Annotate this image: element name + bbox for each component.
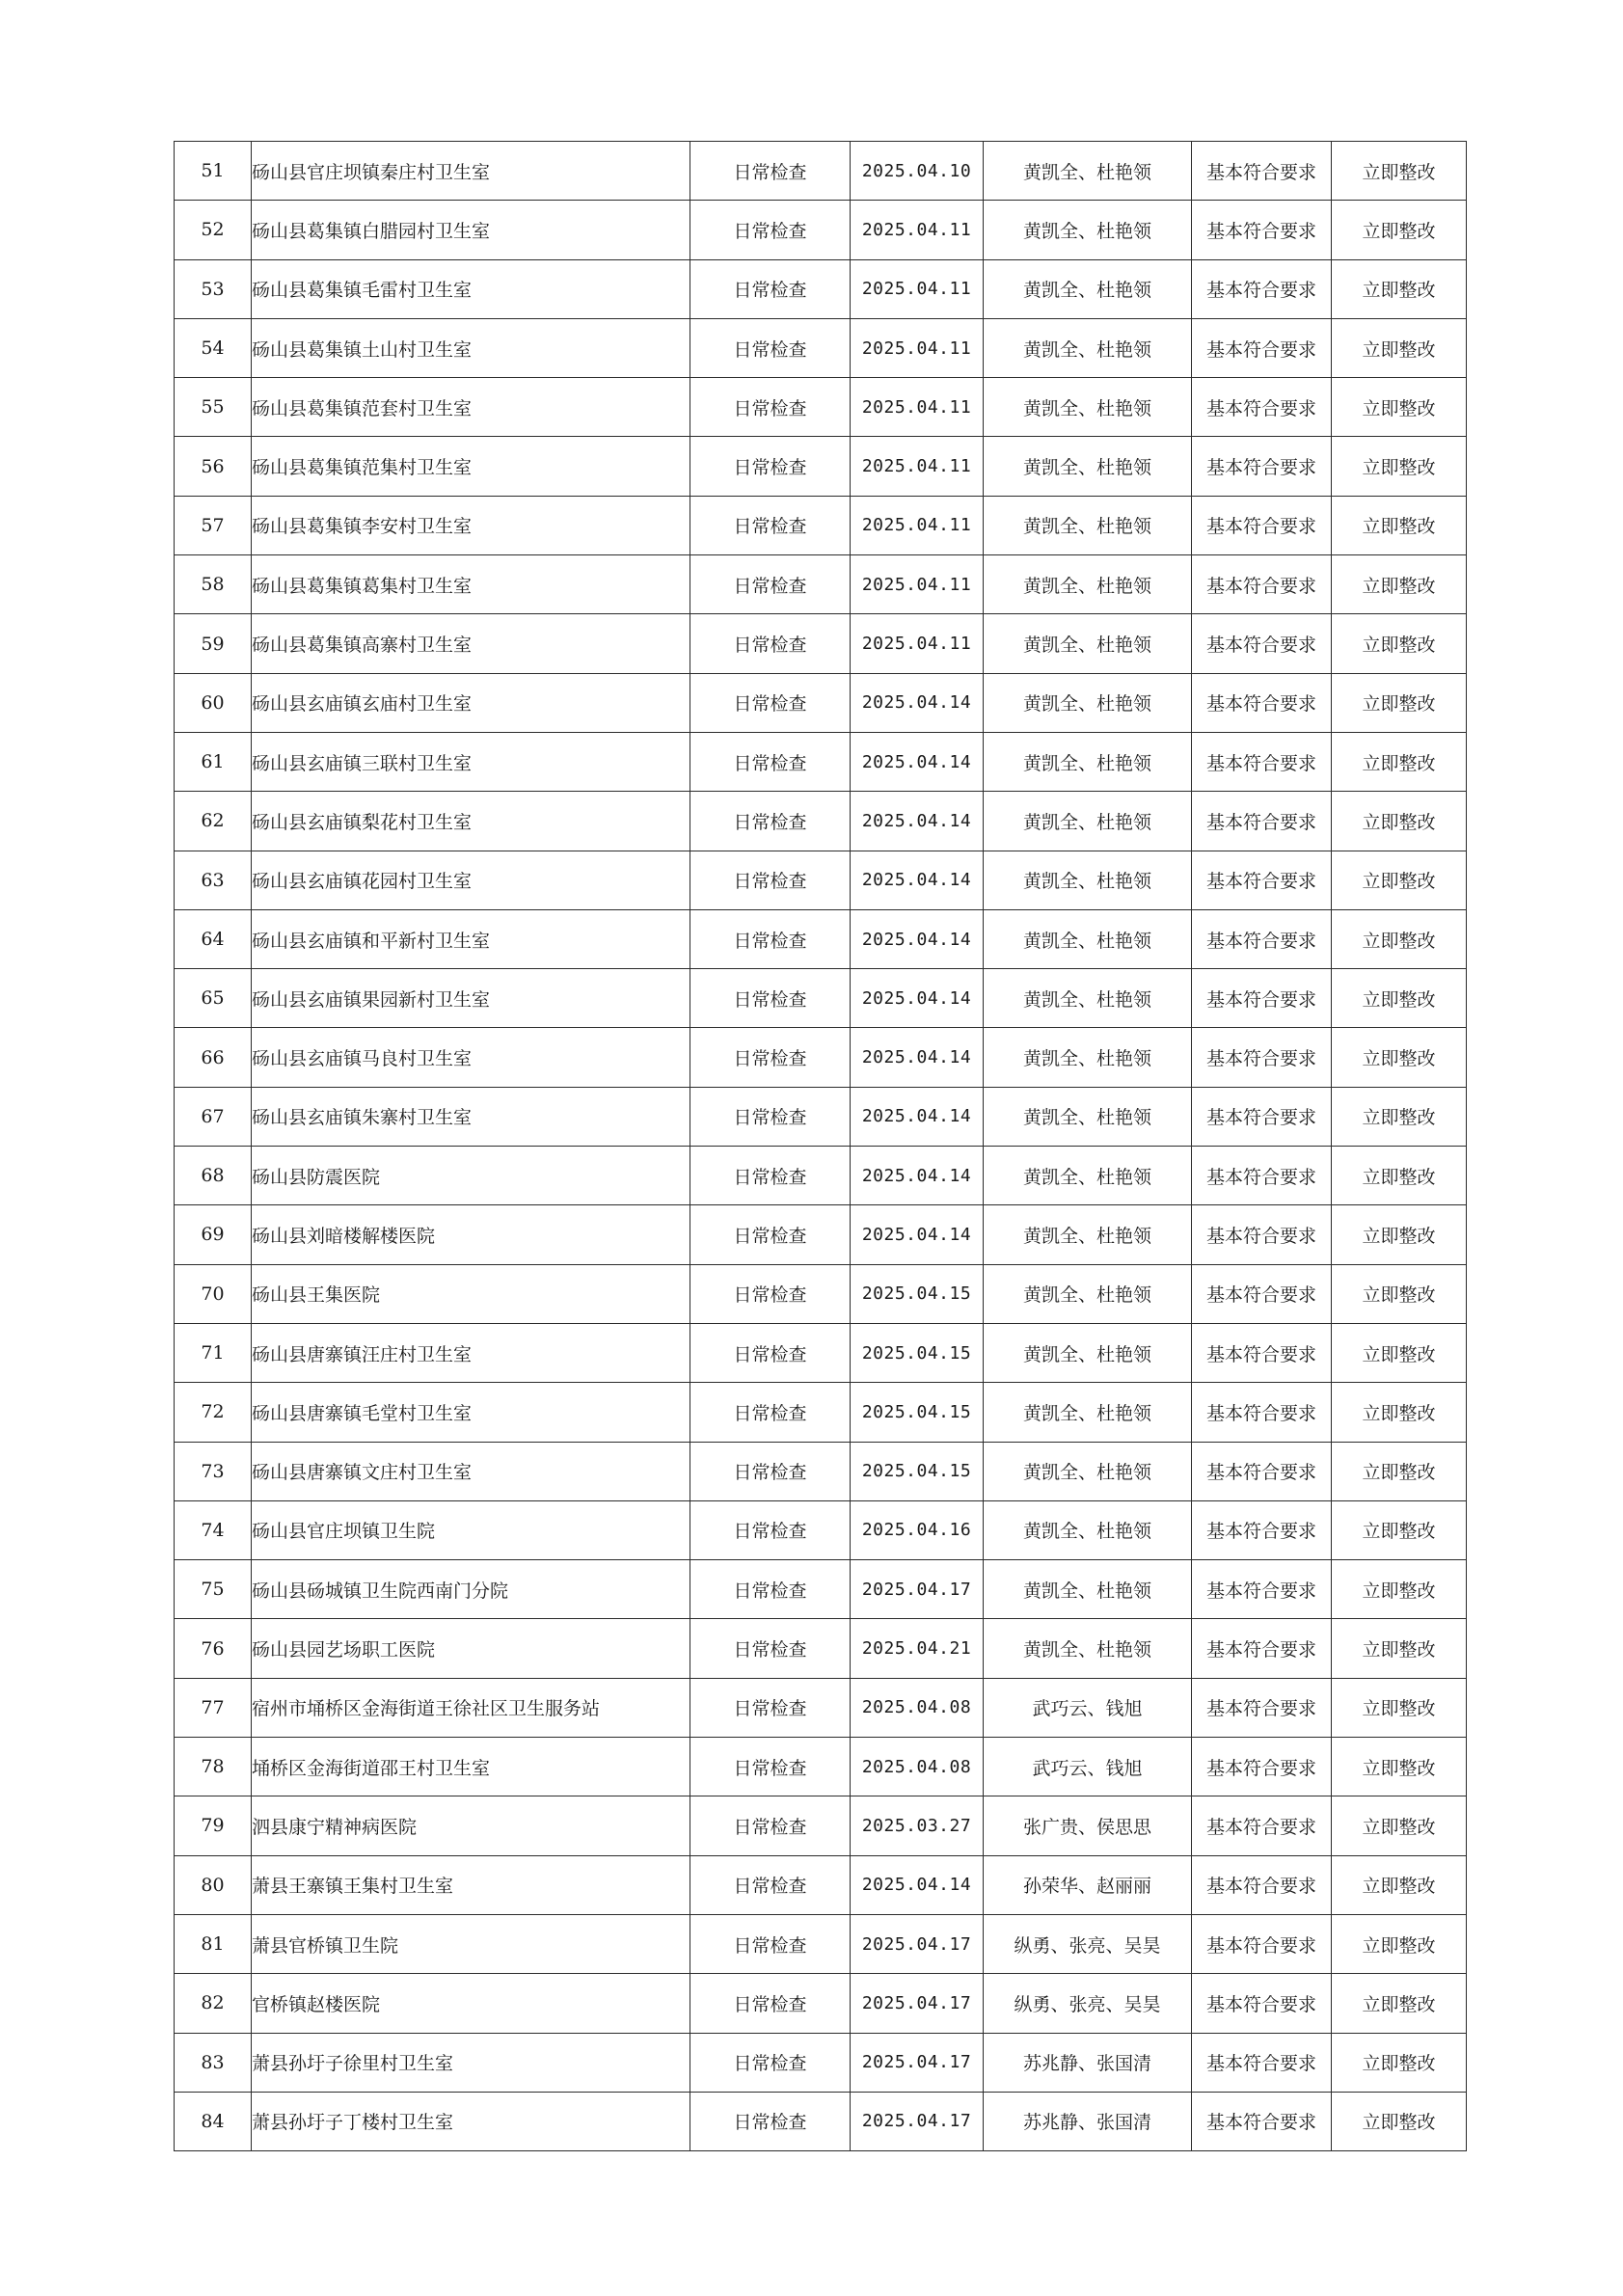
handling-action-cell: 立即整改 — [1332, 1442, 1467, 1500]
handling-action-cell: 立即整改 — [1332, 1383, 1467, 1442]
table-row — [175, 1147, 1467, 1205]
inspection-date-cell: 2025.04.15 — [851, 1264, 984, 1323]
inspection-result-cell: 基本符合要求 — [1192, 1855, 1332, 1914]
inspection-date-cell: 2025.04.14 — [851, 1147, 984, 1205]
handling-action-cell: 立即整改 — [1332, 792, 1467, 851]
inspection-type-cell: 日常检查 — [690, 555, 851, 614]
row-number-cell: 60 — [175, 673, 252, 732]
table-row — [175, 1383, 1467, 1442]
inspection-type-cell: 日常检查 — [690, 318, 851, 377]
inspection-type-cell: 日常检查 — [690, 851, 851, 909]
table-row — [175, 1087, 1467, 1146]
inspection-date-cell: 2025.04.11 — [851, 614, 984, 673]
inspection-type-cell: 日常检查 — [690, 1560, 851, 1619]
row-number-cell: 55 — [175, 378, 252, 437]
table-row — [175, 1974, 1467, 2033]
institution-name-cell: 砀山县玄庙镇梨花村卫生室 — [252, 792, 690, 851]
institution-name-cell: 砀山县玄庙镇和平新村卫生室 — [252, 909, 690, 968]
inspection-date-cell: 2025.04.11 — [851, 437, 984, 496]
row-number-cell: 83 — [175, 2033, 252, 2092]
inspection-result-cell: 基本符合要求 — [1192, 1028, 1332, 1087]
row-number-cell: 70 — [175, 1264, 252, 1323]
inspectors-cell: 黄凯全、杜艳领 — [984, 142, 1192, 201]
inspection-type-cell: 日常检查 — [690, 909, 851, 968]
inspectors-cell: 黄凯全、杜艳领 — [984, 496, 1192, 554]
inspection-type-cell: 日常检查 — [690, 2092, 851, 2150]
inspectors-cell: 黄凯全、杜艳领 — [984, 378, 1192, 437]
handling-action-cell: 立即整改 — [1332, 1855, 1467, 1914]
handling-action-cell: 立即整改 — [1332, 614, 1467, 673]
institution-name-cell: 砀山县葛集镇毛雷村卫生室 — [252, 259, 690, 318]
table-row — [175, 1500, 1467, 1559]
institution-name-cell: 砀山县刘暗楼解楼医院 — [252, 1205, 690, 1264]
institution-name-cell: 砀山县玄庙镇花园村卫生室 — [252, 851, 690, 909]
inspection-date-cell: 2025.04.11 — [851, 496, 984, 554]
row-number-cell: 74 — [175, 1500, 252, 1559]
institution-name-cell: 砀山县砀城镇卫生院西南门分院 — [252, 1560, 690, 1619]
inspection-date-cell: 2025.04.14 — [851, 969, 984, 1028]
inspection-result-cell: 基本符合要求 — [1192, 1264, 1332, 1323]
inspectors-cell: 黄凯全、杜艳领 — [984, 1147, 1192, 1205]
table-row — [175, 1323, 1467, 1382]
handling-action-cell: 立即整改 — [1332, 732, 1467, 791]
inspectors-cell: 黄凯全、杜艳领 — [984, 732, 1192, 791]
inspectors-cell: 孙荣华、赵丽丽 — [984, 1855, 1192, 1914]
table-row — [175, 792, 1467, 851]
inspection-type-cell: 日常检查 — [690, 1974, 851, 2033]
inspection-date-cell: 2025.04.15 — [851, 1383, 984, 1442]
inspectors-cell: 武巧云、钱旭 — [984, 1678, 1192, 1737]
table-row — [175, 1738, 1467, 1796]
inspectors-cell: 黄凯全、杜艳领 — [984, 318, 1192, 377]
table-row — [175, 1796, 1467, 1855]
row-number-cell: 80 — [175, 1855, 252, 1914]
inspection-type-cell: 日常检查 — [690, 1323, 851, 1382]
institution-name-cell: 萧县孙圩子徐里村卫生室 — [252, 2033, 690, 2092]
inspection-date-cell: 2025.04.08 — [851, 1678, 984, 1737]
inspection-result-cell: 基本符合要求 — [1192, 496, 1332, 554]
inspectors-cell: 黄凯全、杜艳领 — [984, 259, 1192, 318]
institution-name-cell: 砀山县唐寨镇汪庄村卫生室 — [252, 1323, 690, 1382]
handling-action-cell: 立即整改 — [1332, 1147, 1467, 1205]
inspection-date-cell: 2025.04.16 — [851, 1500, 984, 1559]
inspection-result-cell: 基本符合要求 — [1192, 909, 1332, 968]
handling-action-cell: 立即整改 — [1332, 1796, 1467, 1855]
inspection-result-cell: 基本符合要求 — [1192, 1560, 1332, 1619]
handling-action-cell: 立即整改 — [1332, 673, 1467, 732]
inspection-result-cell: 基本符合要求 — [1192, 1974, 1332, 2033]
table-row — [175, 1619, 1467, 1678]
institution-name-cell: 砀山县葛集镇范集村卫生室 — [252, 437, 690, 496]
inspection-date-cell: 2025.04.11 — [851, 259, 984, 318]
institution-name-cell: 宿州市埇桥区金海街道王徐社区卫生服务站 — [252, 1678, 690, 1737]
handling-action-cell: 立即整改 — [1332, 142, 1467, 201]
inspectors-cell: 纵勇、张亮、吴昊 — [984, 1914, 1192, 1973]
inspection-type-cell: 日常检查 — [690, 1738, 851, 1796]
row-number-cell: 73 — [175, 1442, 252, 1500]
handling-action-cell: 立即整改 — [1332, 1264, 1467, 1323]
inspection-date-cell: 2025.04.11 — [851, 555, 984, 614]
inspection-result-cell: 基本符合要求 — [1192, 318, 1332, 377]
inspection-result-cell: 基本符合要求 — [1192, 1796, 1332, 1855]
row-number-cell: 51 — [175, 142, 252, 201]
inspection-date-cell: 2025.04.14 — [851, 909, 984, 968]
inspection-date-cell: 2025.04.08 — [851, 1738, 984, 1796]
row-number-cell: 82 — [175, 1974, 252, 2033]
row-number-cell: 71 — [175, 1323, 252, 1382]
table-row — [175, 496, 1467, 554]
inspection-type-cell: 日常检查 — [690, 437, 851, 496]
inspection-result-cell: 基本符合要求 — [1192, 792, 1332, 851]
institution-name-cell: 泗县康宁精神病医院 — [252, 1796, 690, 1855]
inspection-date-cell: 2025.04.14 — [851, 1855, 984, 1914]
inspectors-cell: 黄凯全、杜艳领 — [984, 437, 1192, 496]
institution-name-cell: 砀山县玄庙镇玄庙村卫生室 — [252, 673, 690, 732]
row-number-cell: 76 — [175, 1619, 252, 1678]
institution-name-cell: 砀山县葛集镇葛集村卫生室 — [252, 555, 690, 614]
inspectors-cell: 黄凯全、杜艳领 — [984, 673, 1192, 732]
inspection-result-cell: 基本符合要求 — [1192, 732, 1332, 791]
table-row — [175, 909, 1467, 968]
handling-action-cell: 立即整改 — [1332, 378, 1467, 437]
row-number-cell: 62 — [175, 792, 252, 851]
inspectors-cell: 黄凯全、杜艳领 — [984, 1383, 1192, 1442]
table-row — [175, 201, 1467, 259]
handling-action-cell: 立即整改 — [1332, 555, 1467, 614]
table-row — [175, 1264, 1467, 1323]
inspection-date-cell: 2025.04.15 — [851, 1442, 984, 1500]
inspection-result-cell: 基本符合要求 — [1192, 378, 1332, 437]
inspection-date-cell: 2025.04.11 — [851, 378, 984, 437]
inspectors-cell: 黄凯全、杜艳领 — [984, 1087, 1192, 1146]
inspection-date-cell: 2025.04.11 — [851, 318, 984, 377]
inspection-type-cell: 日常检查 — [690, 496, 851, 554]
inspection-type-cell: 日常检查 — [690, 1264, 851, 1323]
table-row — [175, 851, 1467, 909]
institution-name-cell: 埇桥区金海街道邵王村卫生室 — [252, 1738, 690, 1796]
inspection-date-cell: 2025.04.14 — [851, 1205, 984, 1264]
row-number-cell: 52 — [175, 201, 252, 259]
row-number-cell: 58 — [175, 555, 252, 614]
inspectors-cell: 黄凯全、杜艳领 — [984, 851, 1192, 909]
table-row — [175, 614, 1467, 673]
inspection-date-cell: 2025.04.21 — [851, 1619, 984, 1678]
inspection-date-cell: 2025.04.17 — [851, 2033, 984, 2092]
inspectors-cell: 张广贵、侯思思 — [984, 1796, 1192, 1855]
table-row — [175, 1914, 1467, 1973]
inspection-type-cell: 日常检查 — [690, 1147, 851, 1205]
handling-action-cell: 立即整改 — [1332, 2033, 1467, 2092]
row-number-cell: 56 — [175, 437, 252, 496]
inspection-result-cell: 基本符合要求 — [1192, 1500, 1332, 1559]
row-number-cell: 69 — [175, 1205, 252, 1264]
inspection-result-cell: 基本符合要求 — [1192, 437, 1332, 496]
table-row — [175, 437, 1467, 496]
inspection-type-cell: 日常检查 — [690, 1619, 851, 1678]
institution-name-cell: 官桥镇赵楼医院 — [252, 1974, 690, 2033]
table-row — [175, 1028, 1467, 1087]
row-number-cell: 75 — [175, 1560, 252, 1619]
inspection-result-cell: 基本符合要求 — [1192, 673, 1332, 732]
inspection-result-cell: 基本符合要求 — [1192, 2092, 1332, 2150]
row-number-cell: 78 — [175, 1738, 252, 1796]
inspection-type-cell: 日常检查 — [690, 1796, 851, 1855]
institution-name-cell: 砀山县玄庙镇朱寨村卫生室 — [252, 1087, 690, 1146]
handling-action-cell: 立即整改 — [1332, 1560, 1467, 1619]
inspection-type-cell: 日常检查 — [690, 1087, 851, 1146]
inspection-date-cell: 2025.04.17 — [851, 1914, 984, 1973]
inspectors-cell: 黄凯全、杜艳领 — [984, 1560, 1192, 1619]
inspection-result-cell: 基本符合要求 — [1192, 1678, 1332, 1737]
table-row — [175, 673, 1467, 732]
table-row — [175, 1855, 1467, 1914]
table-row — [175, 2033, 1467, 2092]
institution-name-cell: 萧县王寨镇王集村卫生室 — [252, 1855, 690, 1914]
inspection-result-cell: 基本符合要求 — [1192, 1147, 1332, 1205]
institution-name-cell: 砀山县官庄坝镇卫生院 — [252, 1500, 690, 1559]
handling-action-cell: 立即整改 — [1332, 1205, 1467, 1264]
handling-action-cell: 立即整改 — [1332, 909, 1467, 968]
inspection-type-cell: 日常检查 — [690, 1678, 851, 1737]
row-number-cell: 67 — [175, 1087, 252, 1146]
inspection-type-cell: 日常检查 — [690, 792, 851, 851]
inspection-type-cell: 日常检查 — [690, 142, 851, 201]
table-row — [175, 2092, 1467, 2150]
inspection-date-cell: 2025.04.11 — [851, 201, 984, 259]
inspection-result-cell: 基本符合要求 — [1192, 1442, 1332, 1500]
inspection-date-cell: 2025.04.10 — [851, 142, 984, 201]
row-number-cell: 66 — [175, 1028, 252, 1087]
institution-name-cell: 砀山县葛集镇高寨村卫生室 — [252, 614, 690, 673]
institution-name-cell: 砀山县葛集镇李安村卫生室 — [252, 496, 690, 554]
inspectors-cell: 黄凯全、杜艳领 — [984, 1205, 1192, 1264]
inspection-type-cell: 日常检查 — [690, 969, 851, 1028]
inspectors-cell: 黄凯全、杜艳领 — [984, 1264, 1192, 1323]
handling-action-cell: 立即整改 — [1332, 496, 1467, 554]
row-number-cell: 59 — [175, 614, 252, 673]
inspection-result-cell: 基本符合要求 — [1192, 201, 1332, 259]
inspection-type-cell: 日常检查 — [690, 1028, 851, 1087]
inspection-date-cell: 2025.03.27 — [851, 1796, 984, 1855]
inspection-date-cell: 2025.04.14 — [851, 673, 984, 732]
inspection-type-cell: 日常检查 — [690, 1205, 851, 1264]
inspection-type-cell: 日常检查 — [690, 378, 851, 437]
inspectors-cell: 黄凯全、杜艳领 — [984, 614, 1192, 673]
handling-action-cell: 立即整改 — [1332, 1974, 1467, 2033]
inspectors-cell: 黄凯全、杜艳领 — [984, 909, 1192, 968]
row-number-cell: 68 — [175, 1147, 252, 1205]
inspection-date-cell: 2025.04.14 — [851, 792, 984, 851]
row-number-cell: 72 — [175, 1383, 252, 1442]
inspection-records-table — [174, 141, 1467, 2151]
handling-action-cell: 立即整改 — [1332, 1738, 1467, 1796]
inspection-type-cell: 日常检查 — [690, 614, 851, 673]
table-row — [175, 1442, 1467, 1500]
institution-name-cell: 萧县孙圩子丁楼村卫生室 — [252, 2092, 690, 2150]
inspectors-cell: 黄凯全、杜艳领 — [984, 1500, 1192, 1559]
inspectors-cell: 武巧云、钱旭 — [984, 1738, 1192, 1796]
handling-action-cell: 立即整改 — [1332, 969, 1467, 1028]
table-row — [175, 969, 1467, 1028]
institution-name-cell: 砀山县唐寨镇文庄村卫生室 — [252, 1442, 690, 1500]
institution-name-cell: 砀山县园艺场职工医院 — [252, 1619, 690, 1678]
institution-name-cell: 砀山县玄庙镇三联村卫生室 — [252, 732, 690, 791]
institution-name-cell: 砀山县葛集镇土山村卫生室 — [252, 318, 690, 377]
table-row — [175, 1205, 1467, 1264]
inspection-type-cell: 日常检查 — [690, 259, 851, 318]
inspection-result-cell: 基本符合要求 — [1192, 1619, 1332, 1678]
table-row — [175, 1560, 1467, 1619]
inspection-result-cell: 基本符合要求 — [1192, 1323, 1332, 1382]
institution-name-cell: 砀山县唐寨镇毛堂村卫生室 — [252, 1383, 690, 1442]
handling-action-cell: 立即整改 — [1332, 1678, 1467, 1737]
institution-name-cell: 砀山县玄庙镇果园新村卫生室 — [252, 969, 690, 1028]
inspection-result-cell: 基本符合要求 — [1192, 2033, 1332, 2092]
table-row — [175, 378, 1467, 437]
institution-name-cell: 砀山县王集医院 — [252, 1264, 690, 1323]
table-row — [175, 318, 1467, 377]
inspectors-cell: 黄凯全、杜艳领 — [984, 201, 1192, 259]
handling-action-cell: 立即整改 — [1332, 259, 1467, 318]
handling-action-cell: 立即整改 — [1332, 1323, 1467, 1382]
inspectors-cell: 纵勇、张亮、吴昊 — [984, 1974, 1192, 2033]
inspection-date-cell: 2025.04.17 — [851, 1560, 984, 1619]
inspection-result-cell: 基本符合要求 — [1192, 851, 1332, 909]
inspection-type-cell: 日常检查 — [690, 2033, 851, 2092]
table-row — [175, 732, 1467, 791]
table-row — [175, 555, 1467, 614]
inspection-date-cell: 2025.04.15 — [851, 1323, 984, 1382]
handling-action-cell: 立即整改 — [1332, 1500, 1467, 1559]
inspection-type-cell: 日常检查 — [690, 1500, 851, 1559]
handling-action-cell: 立即整改 — [1332, 437, 1467, 496]
inspectors-cell: 黄凯全、杜艳领 — [984, 1442, 1192, 1500]
row-number-cell: 77 — [175, 1678, 252, 1737]
handling-action-cell: 立即整改 — [1332, 851, 1467, 909]
table-body — [175, 142, 1467, 2151]
institution-name-cell: 砀山县玄庙镇马良村卫生室 — [252, 1028, 690, 1087]
handling-action-cell: 立即整改 — [1332, 1087, 1467, 1146]
inspection-type-cell: 日常检查 — [690, 1855, 851, 1914]
inspection-type-cell: 日常检查 — [690, 1383, 851, 1442]
inspectors-cell: 黄凯全、杜艳领 — [984, 555, 1192, 614]
inspectors-cell: 黄凯全、杜艳领 — [984, 1028, 1192, 1087]
table-row — [175, 259, 1467, 318]
inspection-date-cell: 2025.04.14 — [851, 1028, 984, 1087]
inspection-result-cell: 基本符合要求 — [1192, 1205, 1332, 1264]
inspection-type-cell: 日常检查 — [690, 1442, 851, 1500]
institution-name-cell: 砀山县官庄坝镇秦庄村卫生室 — [252, 142, 690, 201]
inspectors-cell: 黄凯全、杜艳领 — [984, 1323, 1192, 1382]
inspectors-cell: 苏兆静、张国清 — [984, 2033, 1192, 2092]
inspection-result-cell: 基本符合要求 — [1192, 1738, 1332, 1796]
inspection-type-cell: 日常检查 — [690, 1914, 851, 1973]
inspection-date-cell: 2025.04.17 — [851, 1974, 984, 2033]
handling-action-cell: 立即整改 — [1332, 318, 1467, 377]
inspectors-cell: 黄凯全、杜艳领 — [984, 792, 1192, 851]
institution-name-cell: 砀山县葛集镇白腊园村卫生室 — [252, 201, 690, 259]
inspection-date-cell: 2025.04.14 — [851, 1087, 984, 1146]
inspectors-cell: 黄凯全、杜艳领 — [984, 969, 1192, 1028]
handling-action-cell: 立即整改 — [1332, 1619, 1467, 1678]
inspection-result-cell: 基本符合要求 — [1192, 1087, 1332, 1146]
inspectors-cell: 苏兆静、张国清 — [984, 2092, 1192, 2150]
inspection-type-cell: 日常检查 — [690, 673, 851, 732]
handling-action-cell: 立即整改 — [1332, 1028, 1467, 1087]
row-number-cell: 81 — [175, 1914, 252, 1973]
handling-action-cell: 立即整改 — [1332, 2092, 1467, 2150]
table-row — [175, 1678, 1467, 1737]
row-number-cell: 84 — [175, 2092, 252, 2150]
inspection-result-cell: 基本符合要求 — [1192, 1914, 1332, 1973]
table-row — [175, 142, 1467, 201]
row-number-cell: 54 — [175, 318, 252, 377]
handling-action-cell: 立即整改 — [1332, 1914, 1467, 1973]
row-number-cell: 63 — [175, 851, 252, 909]
handling-action-cell: 立即整改 — [1332, 201, 1467, 259]
inspection-type-cell: 日常检查 — [690, 732, 851, 791]
inspection-date-cell: 2025.04.17 — [851, 2092, 984, 2150]
row-number-cell: 61 — [175, 732, 252, 791]
inspection-date-cell: 2025.04.14 — [851, 851, 984, 909]
institution-name-cell: 萧县官桥镇卫生院 — [252, 1914, 690, 1973]
row-number-cell: 57 — [175, 496, 252, 554]
row-number-cell: 79 — [175, 1796, 252, 1855]
inspection-result-cell: 基本符合要求 — [1192, 259, 1332, 318]
inspection-result-cell: 基本符合要求 — [1192, 614, 1332, 673]
institution-name-cell: 砀山县防震医院 — [252, 1147, 690, 1205]
inspection-date-cell: 2025.04.14 — [851, 732, 984, 791]
row-number-cell: 65 — [175, 969, 252, 1028]
inspection-type-cell: 日常检查 — [690, 201, 851, 259]
row-number-cell: 64 — [175, 909, 252, 968]
institution-name-cell: 砀山县葛集镇范套村卫生室 — [252, 378, 690, 437]
row-number-cell: 53 — [175, 259, 252, 318]
inspection-result-cell: 基本符合要求 — [1192, 969, 1332, 1028]
inspectors-cell: 黄凯全、杜艳领 — [984, 1619, 1192, 1678]
inspection-result-cell: 基本符合要求 — [1192, 142, 1332, 201]
inspection-result-cell: 基本符合要求 — [1192, 555, 1332, 614]
inspection-result-cell: 基本符合要求 — [1192, 1383, 1332, 1442]
